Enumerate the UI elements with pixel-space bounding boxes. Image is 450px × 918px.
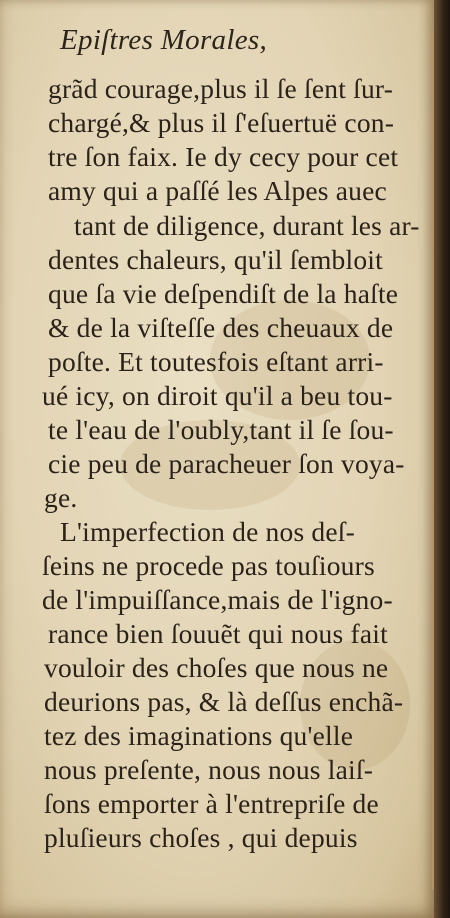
text-line: nous preſente, nous nous laiſ- — [44, 754, 374, 785]
text-line: de l'impuiſſance,mais de l'igno- — [42, 584, 393, 615]
text-line: tre ſon faix. Ie dy cecy pour cet — [48, 141, 399, 172]
text-line: dentes chaleurs, qu'il ſembloit — [48, 244, 383, 275]
text-line: ſons emporter à l'entrepriſe de — [44, 788, 379, 819]
text-line: vouloir des choſes que nous ne — [44, 652, 389, 683]
text-line: te l'eau de l'oubly,tant il ſe ſou- — [48, 414, 394, 445]
text-line: ge. — [44, 482, 78, 513]
running-header: Epiſtres Morales, — [60, 24, 268, 56]
text-line: pluſieurs choſes , qui depuis — [44, 822, 358, 853]
text-line: tez des imaginations qu'elle — [44, 720, 354, 751]
text-line: amy qui a paſſé les Alpes auec — [48, 175, 387, 206]
text-line: poſte. Et toutesfois eſtant arri- — [48, 346, 384, 377]
text-line: que ſa vie deſpendiſt de la haſte — [48, 278, 399, 309]
text-line: tant de diligence, durant les ar- — [74, 210, 420, 241]
text-line: ué icy, on diroit qu'il a beu tou- — [42, 380, 393, 411]
text-line: cie peu de paracheuer ſon voya- — [48, 448, 405, 479]
text-line: ſeins ne procede pas touſiours — [42, 550, 375, 581]
paragraph-start-line: L'imperfection de nos deſ- — [60, 516, 355, 547]
text-line: rance bien ſouuẽt qui nous fait — [48, 618, 388, 649]
text-line: chargé,& plus il ſ'eſuertuë con- — [48, 107, 395, 138]
text-line: & de la viſteſſe des cheuaux de — [48, 312, 394, 343]
book-gutter — [434, 0, 450, 918]
text-line: deurions pas, & là deſſus enchã- — [44, 686, 404, 717]
text-line: grãd courage,plus il ſe ſent ſur- — [48, 73, 394, 104]
